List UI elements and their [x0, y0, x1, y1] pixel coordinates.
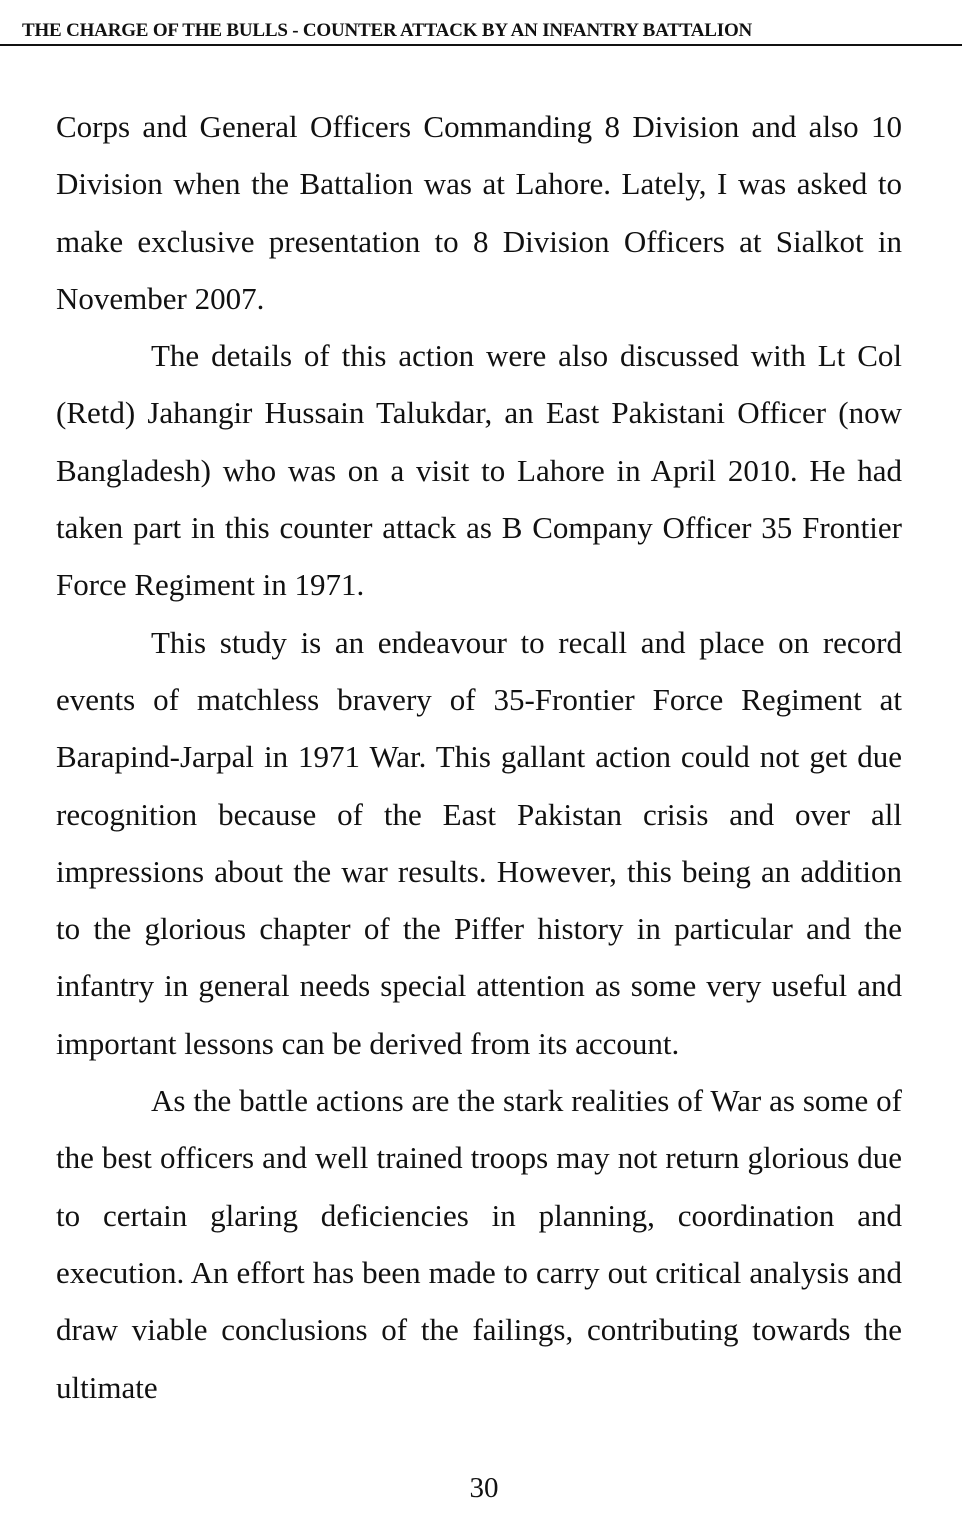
paragraph-continuation: Corps and General Officers Commanding 8 Division and also 10 Division when the Battalion was at Lahore. Lately, I was asked to make exclusive presentation to 8 Division Officers at Sialkot in November 2007.	[56, 109, 902, 316]
body-text	[56, 98, 902, 1416]
running-header: THE CHARGE OF THE BULLS - COUNTER ATTACK BY AN INFANTRY BATTALION	[0, 18, 962, 46]
paragraph-battle-analysis: As the battle actions are the stark realities of War as some of the best officers and well trained troops may not return glorious due to certain glaring deficiencies in planning, coordination and execution. An effort has been made to carry out critical analysis and draw viable conclusions of the failings, contributing towards the ultimate	[56, 1083, 902, 1405]
paragraph-discussion: The details of this action were also discussed with Lt Col (Retd) Jahangir Hussain Talukdar, an East Pakistani Officer (now Bangladesh) who was on a visit to Lahore in April 2010. He had taken part in this counter attack as B Company Officer 35 Frontier Force Regiment in 1971.	[56, 338, 902, 603]
page-number: 30	[469, 1472, 499, 1504]
paragraph-study-purpose: This study is an endeavour to recall and place on record events of matchless bravery of 35-Frontier Force Regiment at Barapind-Jarpal in 1971 War. This gallant action could not get due recognition because of the East Pakistan crisis and over all impressions about the war results. However, this being an addition to the glorious chapter of the Piffer history in particular and the infantry in general needs special attention as some very useful and important lessons can be derived from its account.	[56, 624, 902, 1061]
